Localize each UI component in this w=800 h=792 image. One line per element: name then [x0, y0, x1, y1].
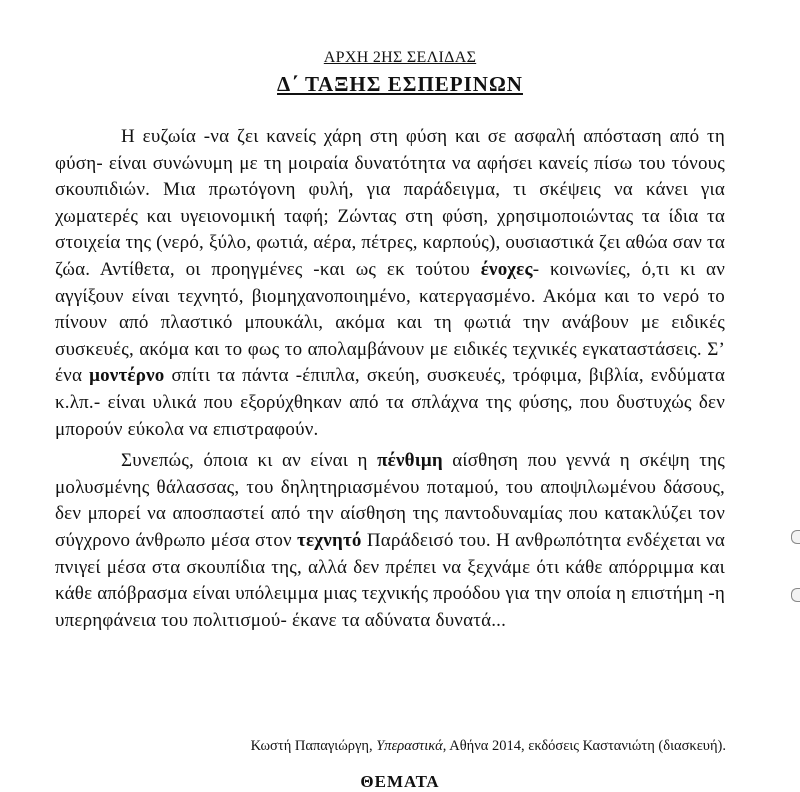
p2-text-2: αίσθηση που γεννά η σκέψη της μολυσμένης θάλασσας, του δηλητηριασμένου ποταμού, του αποψιλωμένου δάσους, δεν μπορεί να αποσπαστεί από την αίσθηση της παντοδυναμίας που κατακλύζει τον σύγχρονο άνθρωπο μέσα στον: [55, 450, 725, 551]
p2-bold-2: τεχνητό: [297, 529, 362, 551]
passage: [55, 124, 725, 634]
p2-text-1: Συνεπώς, όποια κι αν είναι η: [121, 450, 378, 472]
exam-title-text: Δ΄ ΤΑΞΗΣ ΕΣΠΕΡΙΝΩΝ: [277, 72, 523, 96]
p2-bold-1: πένθιμη: [377, 450, 443, 472]
p1-bold-1: ένοχες: [480, 258, 533, 280]
p1-text-3: σπίτι τα πάντα -έπιπλα, σκεύη, συσκευές, τρόφιμα, βιβλία, ενδύματα κ.λπ.- είναι υλικά που εξορύχθηκαν από τα σπλάχνα της φύσης, που δυστυχώς δεν μπορούν εύκολα να επιστραφούν.: [55, 365, 725, 440]
source-citation: [0, 738, 726, 755]
source-author: Κωστή Παπαγιώργη,: [250, 738, 377, 754]
page-marker-text: ΑΡΧΗ 2ΗΣ ΣΕΛΙΔΑΣ: [323, 49, 477, 66]
p2-text-3: Παράδεισό του. Η ανθρωπότητα ενδέχεται να πνιγεί μέσα στα σκουπίδια της, αλλά δεν πρέπει να ξεχνάμε ότι κάθε απόρριμμα και κάθε απόβρασμα είναι υπόλειμμα μιας τεχνικής προόδου για την οποία η επιστήμη -η υπερηφάνεια του πολιτισμού- έκανε τα αδύνατα δυνατά...: [55, 529, 726, 631]
source-details: , Αθήνα 2014, εκδόσεις Καστανιώτη (διασκευή).: [442, 738, 726, 754]
p1-text-1: Η ευζωία -να ζει κανείς χάρη στη φύση και σε ασφαλή απόσταση από τη φύση- είναι συνώνυμη με τη μοιραία δυνατότητα να αφήσει κανείς πίσω του τόνους σκουπιδιών. Μια πρωτόγονη φυλή, για παράδειγμα, τι σκέψεις να κάνει για χωματερές και υγειονομική ταφή; Ζώντας στη φύση, χρησιμοποιώντας τα ίδια τα στοιχεία της (νερό, ξύλο, φωτιά, αέρα, πέτρες, καρπούς), ουσιαστικά ζει αθώα σαν τα ζώα. Αντίθετα, οι προηγμένες -και ως εκ τούτου: [55, 126, 725, 280]
section-heading-themes: ΘΕΜΑΤΑ: [360, 772, 440, 791]
page-marker: [0, 49, 800, 67]
source-work: Υπεραστικά: [376, 738, 443, 754]
p1-bold-2: μοντέρνο: [89, 365, 165, 387]
scroll-handle-lower[interactable]: [791, 588, 800, 602]
exam-title: [0, 72, 800, 97]
p1-text-2: - κοινωνίες, ό,τι κι αν αγγίξουν είναι τεχνητό, βιομηχανοποιημένο, κατεργασμένο. Ακόμα και το νερό το πίνουν από πλαστικό μπουκάλι, ακόμα και τη φωτιά την ανάβουν με ειδικές συσκευές, ακόμα και το φως το απολαμβάνουν με ειδικές τεχνικές εγκαταστάσεις. Σ’ ένα: [55, 258, 725, 387]
scroll-handle-upper[interactable]: [791, 530, 800, 544]
paragraph-2: [55, 448, 725, 634]
paragraph-1: [55, 124, 725, 443]
